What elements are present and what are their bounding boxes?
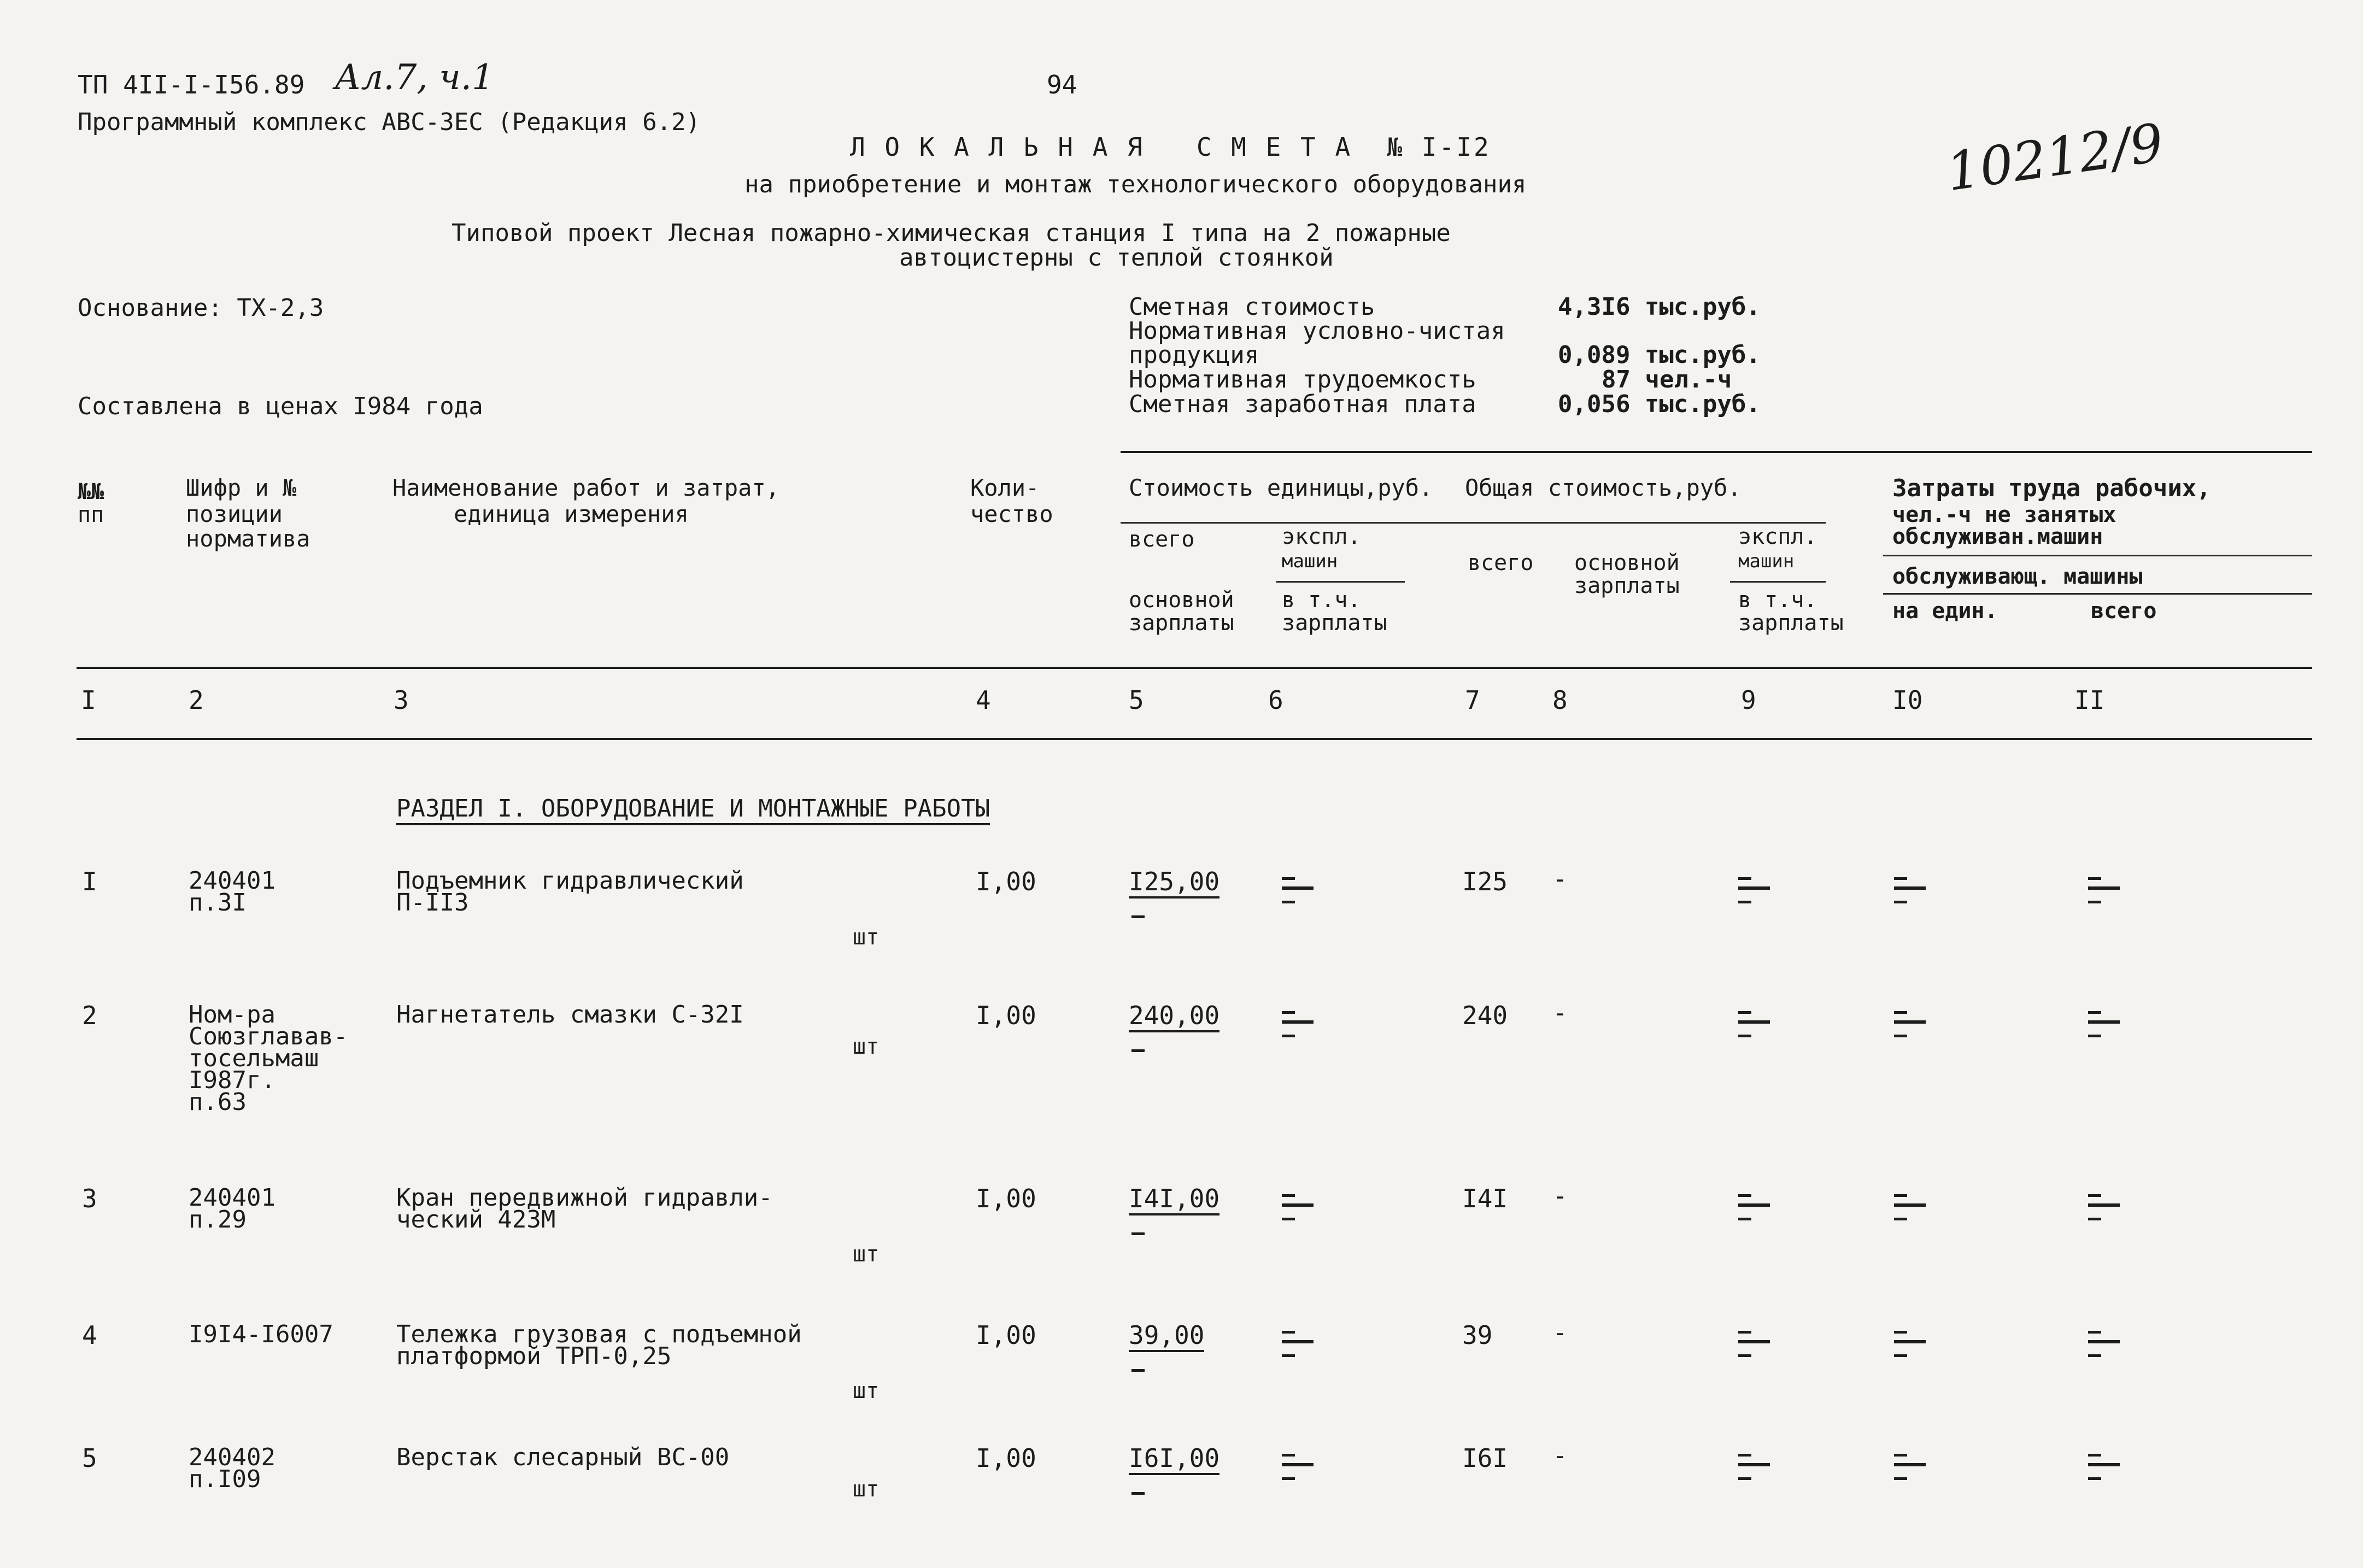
col-number-10: I0 — [1892, 685, 1923, 715]
labor-label: Нормативная трудоемкость — [1129, 366, 1476, 394]
dash-mark — [1282, 1477, 1295, 1480]
dash-mark — [1738, 1340, 1770, 1343]
hdr-osn8-b: зарплаты — [1574, 573, 1680, 598]
header-rule-labor-2 — [1883, 593, 2312, 595]
hdr-osn-a: основной — [1129, 588, 1234, 613]
dash-mark — [2088, 1454, 2101, 1457]
dash-mark — [1894, 1477, 1907, 1480]
dash-mark — [1282, 1354, 1295, 1357]
hdr-vtch9-a: в т.ч. — [1738, 588, 1817, 613]
dash-mark — [2088, 1354, 2101, 1357]
dash-mark — [1738, 1035, 1751, 1037]
col-number-6: 6 — [1268, 685, 1283, 715]
hdr-name-a: Наименование работ и затрат, — [392, 474, 780, 501]
hdr-labor-d: обслуживающ. машины — [1892, 564, 2143, 589]
dash-mark — [1894, 877, 1907, 880]
dash-mark — [1738, 1011, 1751, 1014]
dash-mark — [1282, 1035, 1295, 1037]
dash-mark — [1738, 1218, 1751, 1220]
hdr-per-unit: на един. — [1892, 598, 1998, 624]
row-name-line: ческий 423М — [396, 1206, 556, 1234]
row-base-wage-dash: - — [1552, 1181, 1568, 1211]
row-code-line: п.I09 — [189, 1465, 261, 1493]
dash-mark — [2088, 901, 2101, 903]
dash-mark — [1131, 1232, 1145, 1235]
row-unit: шт — [853, 925, 879, 950]
dash-mark — [2088, 1020, 2120, 1024]
row-base-wage-dash: - — [1552, 998, 1568, 1027]
row-number: 4 — [82, 1320, 97, 1350]
section-title: РАЗДЕЛ I. ОБОРУДОВАНИЕ И МОНТАЖНЫЕ РАБОТЫ — [396, 797, 990, 825]
header-rule-labor-1 — [1883, 555, 2312, 556]
hdr-code-b: позиции — [186, 501, 283, 527]
row-code-line: Союзглавав- — [189, 1023, 348, 1050]
dash-mark — [2088, 886, 2120, 890]
dash-mark — [1894, 1194, 1907, 1197]
dash-mark — [1738, 1477, 1751, 1480]
document-subtitle: на приобретение и монтаж технологического оборудования — [744, 171, 1527, 198]
row-code-line: 240402 — [189, 1443, 275, 1471]
row-code-line: п.29 — [189, 1206, 247, 1234]
row-name-line: Верстак слесарный ВС-00 — [396, 1443, 730, 1471]
row-code-line: I9I4-I6007 — [189, 1320, 333, 1348]
hdr-labor-total: всего — [2091, 598, 2157, 624]
dash-mark — [1738, 1354, 1751, 1357]
net-label-1: Нормативная условно-чистая — [1129, 317, 1505, 345]
hdr-vtch-b: зарплаты — [1282, 610, 1387, 636]
dash-mark — [2088, 1331, 2101, 1334]
hdr-ekspl-b: машин — [1282, 550, 1338, 572]
dash-mark — [1894, 1011, 1907, 1014]
dash-mark — [2088, 1340, 2120, 1343]
row-name-line: Тележка грузовая с подъемной — [396, 1320, 802, 1348]
dash-mark — [2088, 1203, 2120, 1207]
hdr-labor-b: чел.-ч не занятых — [1892, 502, 2116, 527]
hdr-vtch9-b: зарплаты — [1738, 610, 1844, 636]
row-name-line: платформой ТРП-0,25 — [396, 1342, 672, 1370]
row-name-line: Подъемник гидравлический — [396, 867, 744, 895]
header-rule-ekspl9 — [1730, 581, 1826, 583]
dash-mark — [1738, 901, 1751, 903]
hdr-num-a: №№ — [78, 479, 104, 504]
hdr-ekspl9-b: машин — [1738, 550, 1795, 572]
dash-mark — [1894, 901, 1907, 903]
dash-mark — [1282, 1194, 1295, 1197]
dash-mark — [1738, 1020, 1770, 1024]
hdr-ekspl9-a: экспл. — [1738, 524, 1817, 549]
col-number-9: 9 — [1741, 685, 1756, 715]
cost-label: Сметная стоимость — [1129, 293, 1375, 321]
row-code-line: Ном-ра — [189, 1001, 275, 1029]
dash-mark — [1131, 1492, 1145, 1495]
hdr-code-c: норматива — [186, 525, 310, 552]
row-total-cost: I6I — [1462, 1443, 1508, 1473]
dash-mark — [1282, 877, 1295, 880]
price-year: Составлена в ценах I984 года — [78, 392, 483, 420]
dash-mark — [1738, 1331, 1751, 1334]
dash-mark — [1738, 877, 1751, 880]
row-unit-cost: 240,00 — [1129, 1003, 1219, 1032]
row-quantity: I,00 — [976, 1443, 1036, 1473]
row-unit: шт — [853, 1378, 879, 1403]
header-bottom-rule — [77, 667, 2312, 669]
row-unit: шт — [853, 1034, 879, 1059]
handwritten-number: 10212/9 — [1943, 111, 2167, 203]
project-code: ТП 4II-I-I56.89 — [78, 70, 305, 99]
dash-mark — [2088, 1477, 2101, 1480]
hdr-qty-a: Коли- — [970, 474, 1040, 501]
row-base-wage-dash: - — [1552, 1441, 1568, 1470]
page-number: 94 — [1047, 70, 1077, 99]
dash-mark — [1282, 901, 1295, 903]
dash-mark — [1738, 1194, 1751, 1197]
dash-mark — [1282, 1340, 1314, 1343]
row-unit-cost: I4I,00 — [1129, 1186, 1219, 1215]
dash-mark — [2088, 1463, 2120, 1466]
program-name: Программный комплекс АВС-ЗЕС (Редакция 6.2) — [78, 108, 701, 136]
row-code-line: п.3I — [189, 889, 247, 917]
row-number: 2 — [82, 1001, 97, 1030]
hdr-labor-c: обслуживан.машин — [1892, 524, 2103, 549]
row-unit-cost: I25,00 — [1129, 869, 1219, 898]
dash-mark — [1894, 1354, 1907, 1357]
row-base-wage-dash: - — [1552, 1318, 1568, 1347]
dash-mark — [1894, 1203, 1926, 1207]
dash-mark — [1282, 1203, 1314, 1207]
hdr-ekspl-a: экспл. — [1282, 524, 1361, 549]
net-value: 0,089 тыс.руб. — [1558, 341, 1761, 369]
row-name-line: П-II3 — [396, 889, 469, 917]
hdr-num-b: пп — [78, 502, 104, 527]
hdr-osn8-a: основной — [1574, 550, 1680, 575]
col-number-8: 8 — [1552, 685, 1568, 715]
dash-mark — [2088, 1218, 2101, 1220]
dash-mark — [1131, 915, 1145, 918]
labor-value: 87 чел.-ч — [1602, 366, 1732, 394]
row-unit-cost: I6I,00 — [1129, 1446, 1219, 1475]
wage-label: Сметная заработная плата — [1129, 390, 1476, 418]
row-quantity: I,00 — [976, 1184, 1036, 1213]
row-code-line: I987г. — [189, 1066, 275, 1094]
dash-mark — [1282, 1331, 1295, 1334]
dash-mark — [1131, 1049, 1145, 1052]
row-quantity: I,00 — [976, 1001, 1036, 1030]
row-total-cost: I4I — [1462, 1184, 1508, 1213]
column-number-rule — [77, 738, 2312, 740]
row-number: I — [82, 867, 97, 896]
hdr-labor-a: Затраты труда рабочих, — [1892, 474, 2211, 502]
row-unit: шт — [853, 1242, 879, 1267]
col-number-1: I — [81, 685, 96, 715]
row-unit: шт — [853, 1477, 879, 1502]
row-total-cost: 240 — [1462, 1001, 1508, 1030]
dash-mark — [1894, 1340, 1926, 1343]
dash-mark — [1738, 1203, 1770, 1207]
dash-mark — [1282, 886, 1314, 890]
header-rule-cost — [1121, 522, 1826, 524]
hdr-unit-cost: Стоимость единицы,руб. — [1129, 474, 1433, 501]
dash-mark — [2088, 1011, 2101, 1014]
row-code-line: тосельмаш — [189, 1044, 319, 1072]
hdr-vsego-7: всего — [1468, 550, 1534, 575]
dash-mark — [2088, 1035, 2101, 1037]
dash-mark — [1738, 1463, 1770, 1466]
row-quantity: I,00 — [976, 867, 1036, 896]
dash-mark — [1282, 1454, 1295, 1457]
dash-mark — [1894, 1218, 1907, 1220]
dash-mark — [1894, 1020, 1926, 1024]
table-top-rule — [1121, 451, 2312, 453]
col-number-2: 2 — [189, 685, 204, 715]
dash-mark — [1894, 1463, 1926, 1466]
col-number-4: 4 — [976, 685, 991, 715]
cost-value: 4,3I6 тыс.руб. — [1558, 293, 1761, 321]
dash-mark — [1282, 1218, 1295, 1220]
hdr-code-a: Шифр и № — [186, 474, 297, 501]
col-number-3: 3 — [394, 685, 409, 715]
row-unit-cost: 39,00 — [1129, 1323, 1204, 1352]
wage-value: 0,056 тыс.руб. — [1558, 390, 1761, 418]
dash-mark — [1894, 886, 1926, 890]
project-line-2: автоцистерны с теплой стоянкой — [899, 244, 1334, 272]
document-title: Л О К А Л Ь Н А Я С М Е Т А № I-I2 — [850, 132, 1491, 162]
col-number-11: II — [2074, 685, 2105, 715]
hdr-name-b: единица измерения — [454, 501, 689, 527]
row-total-cost: 39 — [1462, 1320, 1493, 1350]
dash-mark — [1894, 1331, 1907, 1334]
col-number-7: 7 — [1465, 685, 1480, 715]
row-base-wage-dash: - — [1552, 864, 1568, 894]
project-line-1: Типовой проект Лесная пожарно-химическая станция I типа на 2 пожарные — [452, 219, 1451, 247]
row-code-line: 240401 — [189, 1184, 275, 1212]
net-label-2: продукция — [1129, 341, 1259, 369]
row-code-line: п.63 — [189, 1088, 247, 1116]
dash-mark — [1131, 1369, 1145, 1372]
row-name-line: Кран передвижной гидравли- — [396, 1184, 773, 1212]
dash-mark — [1894, 1454, 1907, 1457]
hdr-vsego: всего — [1129, 527, 1195, 552]
dash-mark — [1738, 1454, 1751, 1457]
row-name-line: Нагнетатель смазки С-32I — [396, 1001, 744, 1029]
dash-mark — [1894, 1035, 1907, 1037]
row-code-line: 240401 — [189, 867, 275, 895]
header-rule-ekspl — [1276, 581, 1405, 583]
row-total-cost: I25 — [1462, 867, 1508, 896]
handwritten-reference: Ал.7, ч.1 — [335, 57, 494, 98]
hdr-qty-b: чество — [970, 501, 1053, 527]
dash-mark — [1282, 1020, 1314, 1024]
dash-mark — [1738, 886, 1770, 890]
row-quantity: I,00 — [976, 1320, 1036, 1350]
dash-mark — [2088, 877, 2101, 880]
row-number: 3 — [82, 1184, 97, 1213]
hdr-osn-b: зарплаты — [1129, 610, 1234, 636]
dash-mark — [1282, 1463, 1314, 1466]
col-number-5: 5 — [1129, 685, 1144, 715]
dash-mark — [1282, 1011, 1295, 1014]
dash-mark — [2088, 1194, 2101, 1197]
hdr-vtch-a: в т.ч. — [1282, 588, 1361, 613]
hdr-total-cost: Общая стоимость,руб. — [1465, 474, 1742, 501]
row-number: 5 — [82, 1443, 97, 1473]
basis: Основание: ТХ-2,3 — [78, 294, 324, 322]
